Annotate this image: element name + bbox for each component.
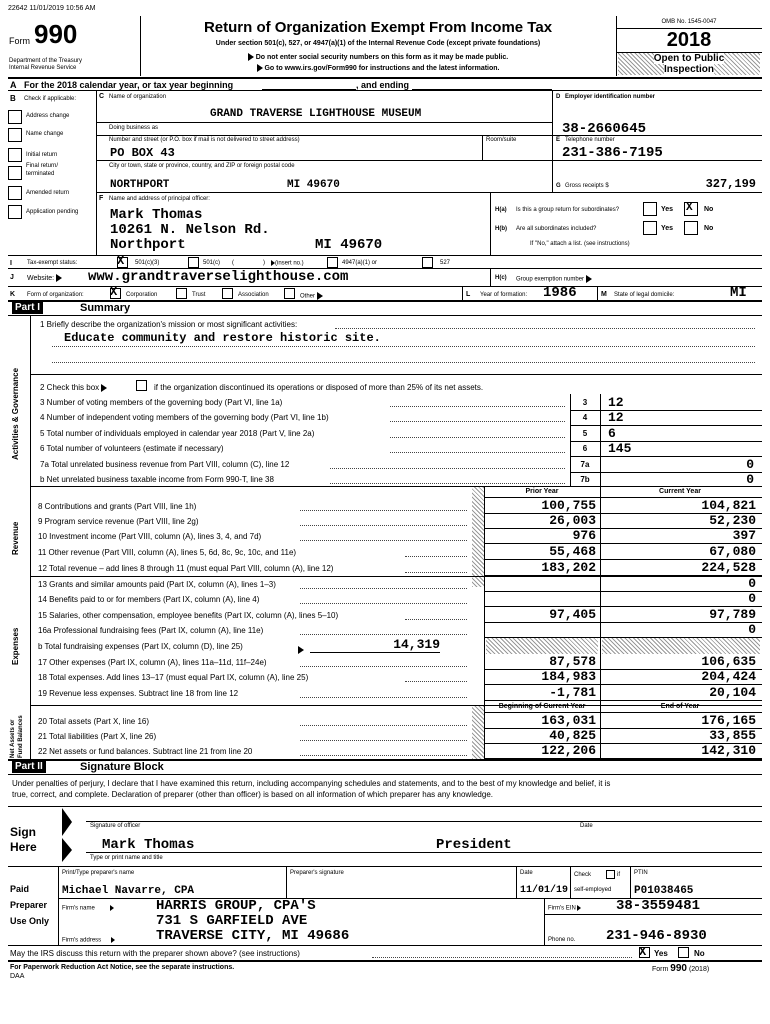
org-name: GRAND TRAVERSE LIGHTHOUSE MUSEUM — [210, 108, 422, 120]
prep-ptin: P01038465 — [634, 885, 694, 897]
ein-value: 38-2660645 — [562, 121, 647, 137]
officer-sign-name: Mark Thomas — [102, 837, 195, 853]
year-formation-value: 1986 — [543, 285, 577, 301]
amended-return-checkbox[interactable] — [8, 186, 22, 200]
side-expenses: Expenses — [11, 627, 20, 665]
discuss-yes-mark: X — [639, 945, 647, 959]
arrow-icon — [111, 937, 115, 943]
gov-line-value: 0 — [746, 472, 754, 487]
officer-sign-title: President — [436, 837, 512, 853]
side-net-assets: Net Assets or — [10, 719, 16, 758]
prep-date: 11/01/19 — [520, 885, 569, 896]
gov-line-number: 7b — [580, 475, 590, 484]
financial-line-text: 15 Salaries, other compensation, employee benefits (Part IX, column (A), lines 5–10) — [38, 611, 339, 620]
omb-number: OMB No. 1545-0047 — [661, 19, 717, 25]
principal-officer-label: Name and address of principal officer: — [109, 196, 210, 202]
gov-line-value: 6 — [608, 426, 616, 441]
gross-receipts-value: 327,199 — [705, 177, 756, 191]
address-change-checkbox[interactable] — [8, 110, 22, 124]
org-state-zip: MI 49670 — [287, 179, 340, 191]
hb-yes-label: Yes — [661, 225, 674, 232]
street-label: Number and street (or P.O. box if mail is not delivered to street address) — [109, 137, 300, 143]
footer-form-ref: Form 990 (2018) — [652, 963, 710, 974]
trust-checkbox[interactable] — [176, 288, 187, 299]
irs-discuss-text: May the IRS discuss this return with the preparer shown above? (see instructions) — [10, 949, 300, 958]
financial-line-text: 16a Professional fundraising fees (Part IX, column (A), line 11e) — [38, 626, 264, 635]
hb-note: If "No," attach a list. (see instructions) — [530, 241, 630, 247]
ein-label: Employer identification number — [565, 94, 656, 100]
if-label: if — [617, 872, 620, 878]
corporation-mark: X — [110, 285, 118, 299]
eoy-header: End of Year — [660, 703, 700, 710]
prior-year-value: 183,202 — [541, 560, 596, 575]
arrow-icon — [248, 53, 254, 61]
current-year-value: 106,635 — [701, 654, 756, 669]
prior-year-value: 87,578 — [549, 654, 596, 669]
phone-label: Phone no. — [548, 937, 576, 943]
prior-year-value: 40,825 — [549, 728, 596, 743]
self-employed-label: self-employed — [574, 887, 612, 893]
name-change-checkbox[interactable] — [8, 128, 22, 142]
prior-year-value: 976 — [572, 528, 596, 543]
gov-line-text: 5 Total number of individuals employed in calendar year 2018 (Part V, line 2a) — [40, 429, 315, 438]
firm-address-line1: 731 S GARFIELD AVE — [156, 913, 308, 929]
arrow-icon — [586, 275, 592, 283]
sign-here-arrow-icon — [62, 808, 78, 864]
current-year-header: Current Year — [659, 488, 701, 495]
other-label: Other — [300, 292, 323, 301]
side-activities-governance: Activities & Governance — [11, 367, 20, 460]
gov-line-number: 4 — [582, 413, 588, 422]
financial-line-text: 21 Total liabilities (Part X, line 26) — [38, 732, 157, 741]
box-g-label: G — [556, 183, 561, 189]
arrow-icon — [56, 274, 62, 282]
final-return-checkbox[interactable] — [8, 166, 22, 180]
gov-line-number: 5 — [582, 429, 588, 438]
status-527-label: 527 — [440, 260, 451, 266]
financial-line-text: 18 Total expenses. Add lines 13–17 (must equal Part IX, column (A), line 25) — [38, 673, 309, 682]
part2-tag: Part II — [12, 761, 46, 773]
website-value: www.grandtraverselighthouse.com — [88, 269, 349, 285]
prep-date-label: Date — [520, 870, 533, 876]
current-year-value: 176,165 — [701, 713, 756, 728]
initial-return-label: Initial return — [26, 152, 58, 158]
line-l-label: L — [466, 291, 471, 298]
part1-tag: Part I — [12, 302, 43, 314]
form-title: Return of Organization Exempt From Income Tax — [203, 19, 553, 36]
ssn-notice: Do not enter social security numbers on this form as it may be made public. — [142, 53, 614, 62]
status-527-checkbox[interactable] — [422, 257, 433, 268]
prior-year-value: -1,781 — [549, 685, 596, 700]
type-name-label: Type or print name and title — [90, 855, 163, 861]
current-year-value: 0 — [748, 622, 756, 637]
status-501c3-label: 501(c)(3) — [135, 260, 160, 266]
line-m-label: M — [601, 291, 607, 298]
paid-label: Paid — [10, 884, 30, 894]
box-b-title: Check if applicable: — [24, 96, 77, 102]
line-a-label: A — [10, 80, 17, 90]
current-year-value: 204,424 — [701, 669, 756, 684]
prior-year-header: Prior Year — [525, 488, 559, 495]
ha-text: Is this a group return for subordinates? — [516, 207, 620, 213]
hc-text: Group exemption number — [516, 275, 592, 284]
current-year-value: 397 — [732, 528, 756, 543]
status-4947-checkbox[interactable] — [327, 257, 338, 268]
tax-year: 2018 — [666, 29, 712, 51]
status-501c-checkbox[interactable] — [188, 257, 199, 268]
ha-yes-checkbox[interactable] — [643, 202, 657, 216]
hb-yes-checkbox[interactable] — [643, 221, 657, 235]
current-year-value: 33,855 — [709, 728, 756, 743]
ha-no-mark: X — [686, 202, 693, 214]
pra-notice: For Paperwork Reduction Act Notice, see the separate instructions. — [10, 964, 235, 971]
gross-receipts-label: Gross receipts $ — [565, 183, 609, 189]
line16b-value: 14,319 — [393, 637, 440, 652]
prior-year-value: 184,983 — [541, 669, 596, 684]
gov-line-text: 6 Total number of volunteers (estimate if necessary) — [40, 444, 224, 453]
preparer-label: Preparer — [10, 900, 48, 910]
perjury-line1: Under penalties of perjury, I declare that I have examined this return, including accompanying schedules and statements, and to the best of my knowledge and belief, it is — [12, 779, 611, 788]
firm-phone: 231-946-8930 — [606, 928, 707, 944]
discontinued-checkbox[interactable] — [136, 380, 147, 391]
form-word: Form — [9, 36, 30, 46]
officer-name: Mark Thomas — [110, 207, 203, 223]
hb-no-checkbox[interactable] — [684, 221, 698, 235]
application-pending-checkbox[interactable] — [8, 205, 22, 219]
self-employed-checkbox[interactable] — [606, 870, 615, 879]
insert-no-label: (insert no.) — [271, 260, 304, 268]
gov-line-value: 0 — [746, 457, 754, 472]
arrow-icon — [101, 384, 107, 392]
arrow-icon — [257, 64, 263, 72]
financial-line-text: 19 Revenue less expenses. Subtract line 18 from line 12 — [38, 689, 239, 698]
final-return-label: Final return/ — [26, 163, 59, 169]
use-only-label: Use Only — [10, 916, 50, 926]
firm-ein-label: Firm's EIN — [548, 905, 581, 913]
sign-label: Sign — [10, 825, 36, 839]
initial-return-checkbox[interactable] — [8, 148, 22, 162]
check-label: Check — [574, 872, 592, 878]
hb-text: Are all subordinates included? — [516, 226, 597, 232]
financial-line-text: 10 Investment income (Part VIII, column (A), lines 3, 4, and 7d) — [38, 532, 262, 541]
instructions-notice: Go to www.irs.gov/Form990 for instructions and the latest information. — [142, 64, 614, 73]
terminated-label: terminated — [26, 171, 55, 177]
firm-ein: 38-3559481 — [616, 898, 701, 914]
firm-address-label: Firm's address — [62, 937, 115, 945]
current-year-value: 142,310 — [701, 743, 756, 758]
discuss-no-checkbox[interactable] — [678, 947, 689, 958]
hb-no-label: No — [704, 225, 714, 232]
financial-line-text: 22 Net assets or fund balances. Subtract line 21 from line 20 — [38, 747, 253, 756]
corporation-label: Corporation — [126, 292, 158, 298]
firm-address-line2: TRAVERSE CITY, MI 49686 — [156, 928, 350, 944]
association-label: Association — [238, 292, 269, 298]
current-year-value: 0 — [748, 591, 756, 606]
officer-street: 10261 N. Nelson Rd. — [110, 222, 270, 238]
prior-year-value: 122,206 — [541, 743, 596, 758]
box-b-label: B — [10, 94, 16, 103]
org-city: NORTHPORT — [110, 179, 170, 191]
org-name-label: Name of organization — [109, 94, 167, 100]
prior-year-value: 26,003 — [549, 513, 596, 528]
arrow-icon — [298, 646, 304, 654]
ha-yes-label: Yes — [661, 206, 674, 213]
line2-description: if the organization discontinued its operations or disposed of more than 25% of its net assets. — [154, 383, 484, 392]
association-checkbox[interactable] — [222, 288, 233, 299]
gov-line-value: 12 — [608, 410, 624, 425]
other-checkbox[interactable] — [284, 288, 295, 299]
sig-date-label: Date — [580, 823, 593, 829]
state-domicile-value: MI — [730, 285, 747, 301]
dba-label: Doing business as — [109, 125, 159, 131]
address-change-label: Address change — [26, 113, 70, 119]
financial-line-text: 12 Total revenue – add lines 8 through 11 (must equal Part VIII, column (A), line 12) — [38, 564, 334, 573]
state-domicile-label: State of legal domicile: — [614, 292, 675, 298]
prior-year-value: 97,405 — [549, 607, 596, 622]
prep-name-label: Print/Type preparer's name — [62, 870, 135, 876]
financial-line-text: 14 Benefits paid to or for members (Part IX, column (A), line 4) — [38, 595, 260, 604]
firm-name-label: Firm's name — [62, 905, 114, 913]
arrow-icon — [110, 905, 114, 911]
trust-label: Trust — [192, 292, 206, 298]
gov-line-text: 4 Number of independent voting members of the governing body (Part VI, line 1b) — [40, 413, 329, 422]
side-revenue: Revenue — [11, 521, 20, 555]
part2-title: Signature Block — [80, 761, 164, 773]
mission-text: Educate community and restore historic site. — [64, 331, 381, 345]
current-year-value: 0 — [748, 576, 756, 591]
gov-line-number: 3 — [582, 398, 588, 407]
form-of-org-label: Form of organization: — [27, 292, 84, 298]
application-pending-label: Application pending — [26, 209, 79, 215]
status-501c3-mark: X — [117, 254, 125, 268]
gov-line-value: 145 — [608, 441, 632, 456]
prior-year-value: 55,468 — [549, 544, 596, 559]
box-d-label: D — [556, 94, 561, 100]
name-change-label: Name change — [26, 131, 64, 137]
line-k-label: K — [10, 291, 16, 298]
current-year-value: 224,528 — [701, 560, 756, 575]
financial-line-text: 8 Contributions and grants (Part VIII, line 1h) — [38, 502, 197, 511]
prep-name: Michael Navarre, CPA — [62, 885, 195, 897]
city-label: City or town, state or province, country, and ZIP or foreign postal code — [109, 163, 295, 169]
form-subtitle: Under section 501(c), 527, or 4947(a)(1) of the Internal Revenue Code (except private foundations) — [215, 40, 541, 47]
prior-year-value: 100,755 — [541, 498, 596, 513]
current-year-value: 97,789 — [709, 607, 756, 622]
current-year-value: 52,230 — [709, 513, 756, 528]
box-c-label: C — [99, 93, 105, 100]
current-year-value: 67,080 — [709, 544, 756, 559]
gov-line-number: 6 — [582, 444, 588, 453]
status-4947-label: 4947(a)(1) or — [342, 260, 378, 266]
part1-title: Summary — [80, 302, 131, 314]
line-a-text: For the 2018 calendar year, or tax year beginning — [24, 80, 234, 90]
ha-label: H(a) — [495, 207, 507, 213]
line1-text: 1 Briefly describe the organization's mission or most significant activities: — [40, 320, 298, 329]
gov-line-text: 7a Total unrelated business revenue from Part VIII, column (C), line 12 — [40, 460, 290, 469]
financial-line-text: 20 Total assets (Part X, line 16) — [38, 717, 150, 726]
officer-state-zip: MI 49670 — [315, 237, 383, 253]
line-i-label: I — [10, 260, 12, 267]
side-fund-balances: Fund Balances — [18, 715, 24, 758]
irs-label: Internal Revenue Service — [9, 65, 77, 71]
website-label: Website: — [27, 274, 62, 283]
dept-treasury: Department of the Treasury — [9, 58, 83, 64]
line-a-ending: , and ending — [356, 80, 409, 90]
line16b-arrow — [298, 641, 304, 659]
gov-line-text: 3 Number of voting members of the governing body (Part VI, line 1a) — [40, 398, 283, 407]
line2-text: 2 Check this box — [40, 383, 107, 392]
org-street: PO BOX 43 — [110, 146, 175, 160]
box-f-label: F — [99, 195, 104, 202]
financial-line-text: 13 Grants and similar amounts paid (Part IX, column (A), lines 1–3) — [38, 580, 276, 589]
perjury-line2: true, correct, and complete. Declaration of preparer (other than officer) is based on all information of which preparer has any knowledge. — [12, 790, 493, 799]
line-j-label: J — [10, 274, 14, 281]
ptin-label: PTIN — [634, 870, 648, 876]
financial-line-text: 11 Other revenue (Part VIII, column (A), lines 5, 6d, 8c, 9c, 10c, and 11e) — [38, 548, 297, 557]
status-501c-label: 501(c) — [203, 260, 221, 266]
ha-no-label: No — [704, 206, 714, 213]
here-label: Here — [10, 840, 37, 854]
timestamp-stamp: 22642 11/01/2019 10:56 AM — [8, 5, 96, 12]
daa-label: DAA — [10, 973, 25, 980]
discuss-no-label: No — [694, 949, 705, 958]
hb-label: H(b) — [495, 226, 507, 232]
prior-year-value: 163,031 — [541, 713, 596, 728]
room-suite-label: Room/suite — [486, 137, 517, 143]
open-to-public: Open to Public Inspection — [653, 53, 725, 75]
boy-header: Beginning of Current Year — [498, 703, 586, 710]
current-year-value: 20,104 — [709, 685, 756, 700]
firm-name: HARRIS GROUP, CPA'S — [156, 898, 316, 914]
form-number: 990 — [34, 19, 78, 49]
year-formation-label: Year of formation: — [480, 292, 528, 298]
prep-sig-label: Preparer's signature — [290, 870, 344, 876]
gov-line-number: 7a — [580, 460, 590, 469]
financial-line-text: 9 Program service revenue (Part VIII, line 2g) — [38, 517, 199, 526]
gov-line-text: b Net unrelated business taxable income from Form 990-T, line 38 — [40, 475, 274, 484]
telephone-value: 231-386-7195 — [562, 145, 663, 161]
discuss-yes-label: Yes — [654, 949, 668, 958]
officer-city: Northport — [110, 237, 186, 253]
telephone-label: Telephone number — [565, 137, 615, 143]
box-e-label: E — [556, 137, 561, 143]
arrow-icon — [317, 292, 323, 300]
amended-return-label: Amended return — [26, 190, 70, 196]
line16b-text: b Total fundraising expenses (Part IX, column (D), line 25) — [38, 642, 243, 651]
hc-label: H(c) — [495, 275, 507, 281]
sig-officer-label: Signature of officer — [90, 823, 141, 829]
current-year-value: 104,821 — [701, 498, 756, 513]
tax-exempt-status-label: Tax-exempt status: — [27, 260, 78, 266]
arrow-icon — [577, 905, 581, 911]
financial-line-text: 17 Other expenses (Part IX, column (A), lines 11a–11d, 11f–24e) — [38, 658, 267, 667]
gov-line-value: 12 — [608, 395, 624, 410]
